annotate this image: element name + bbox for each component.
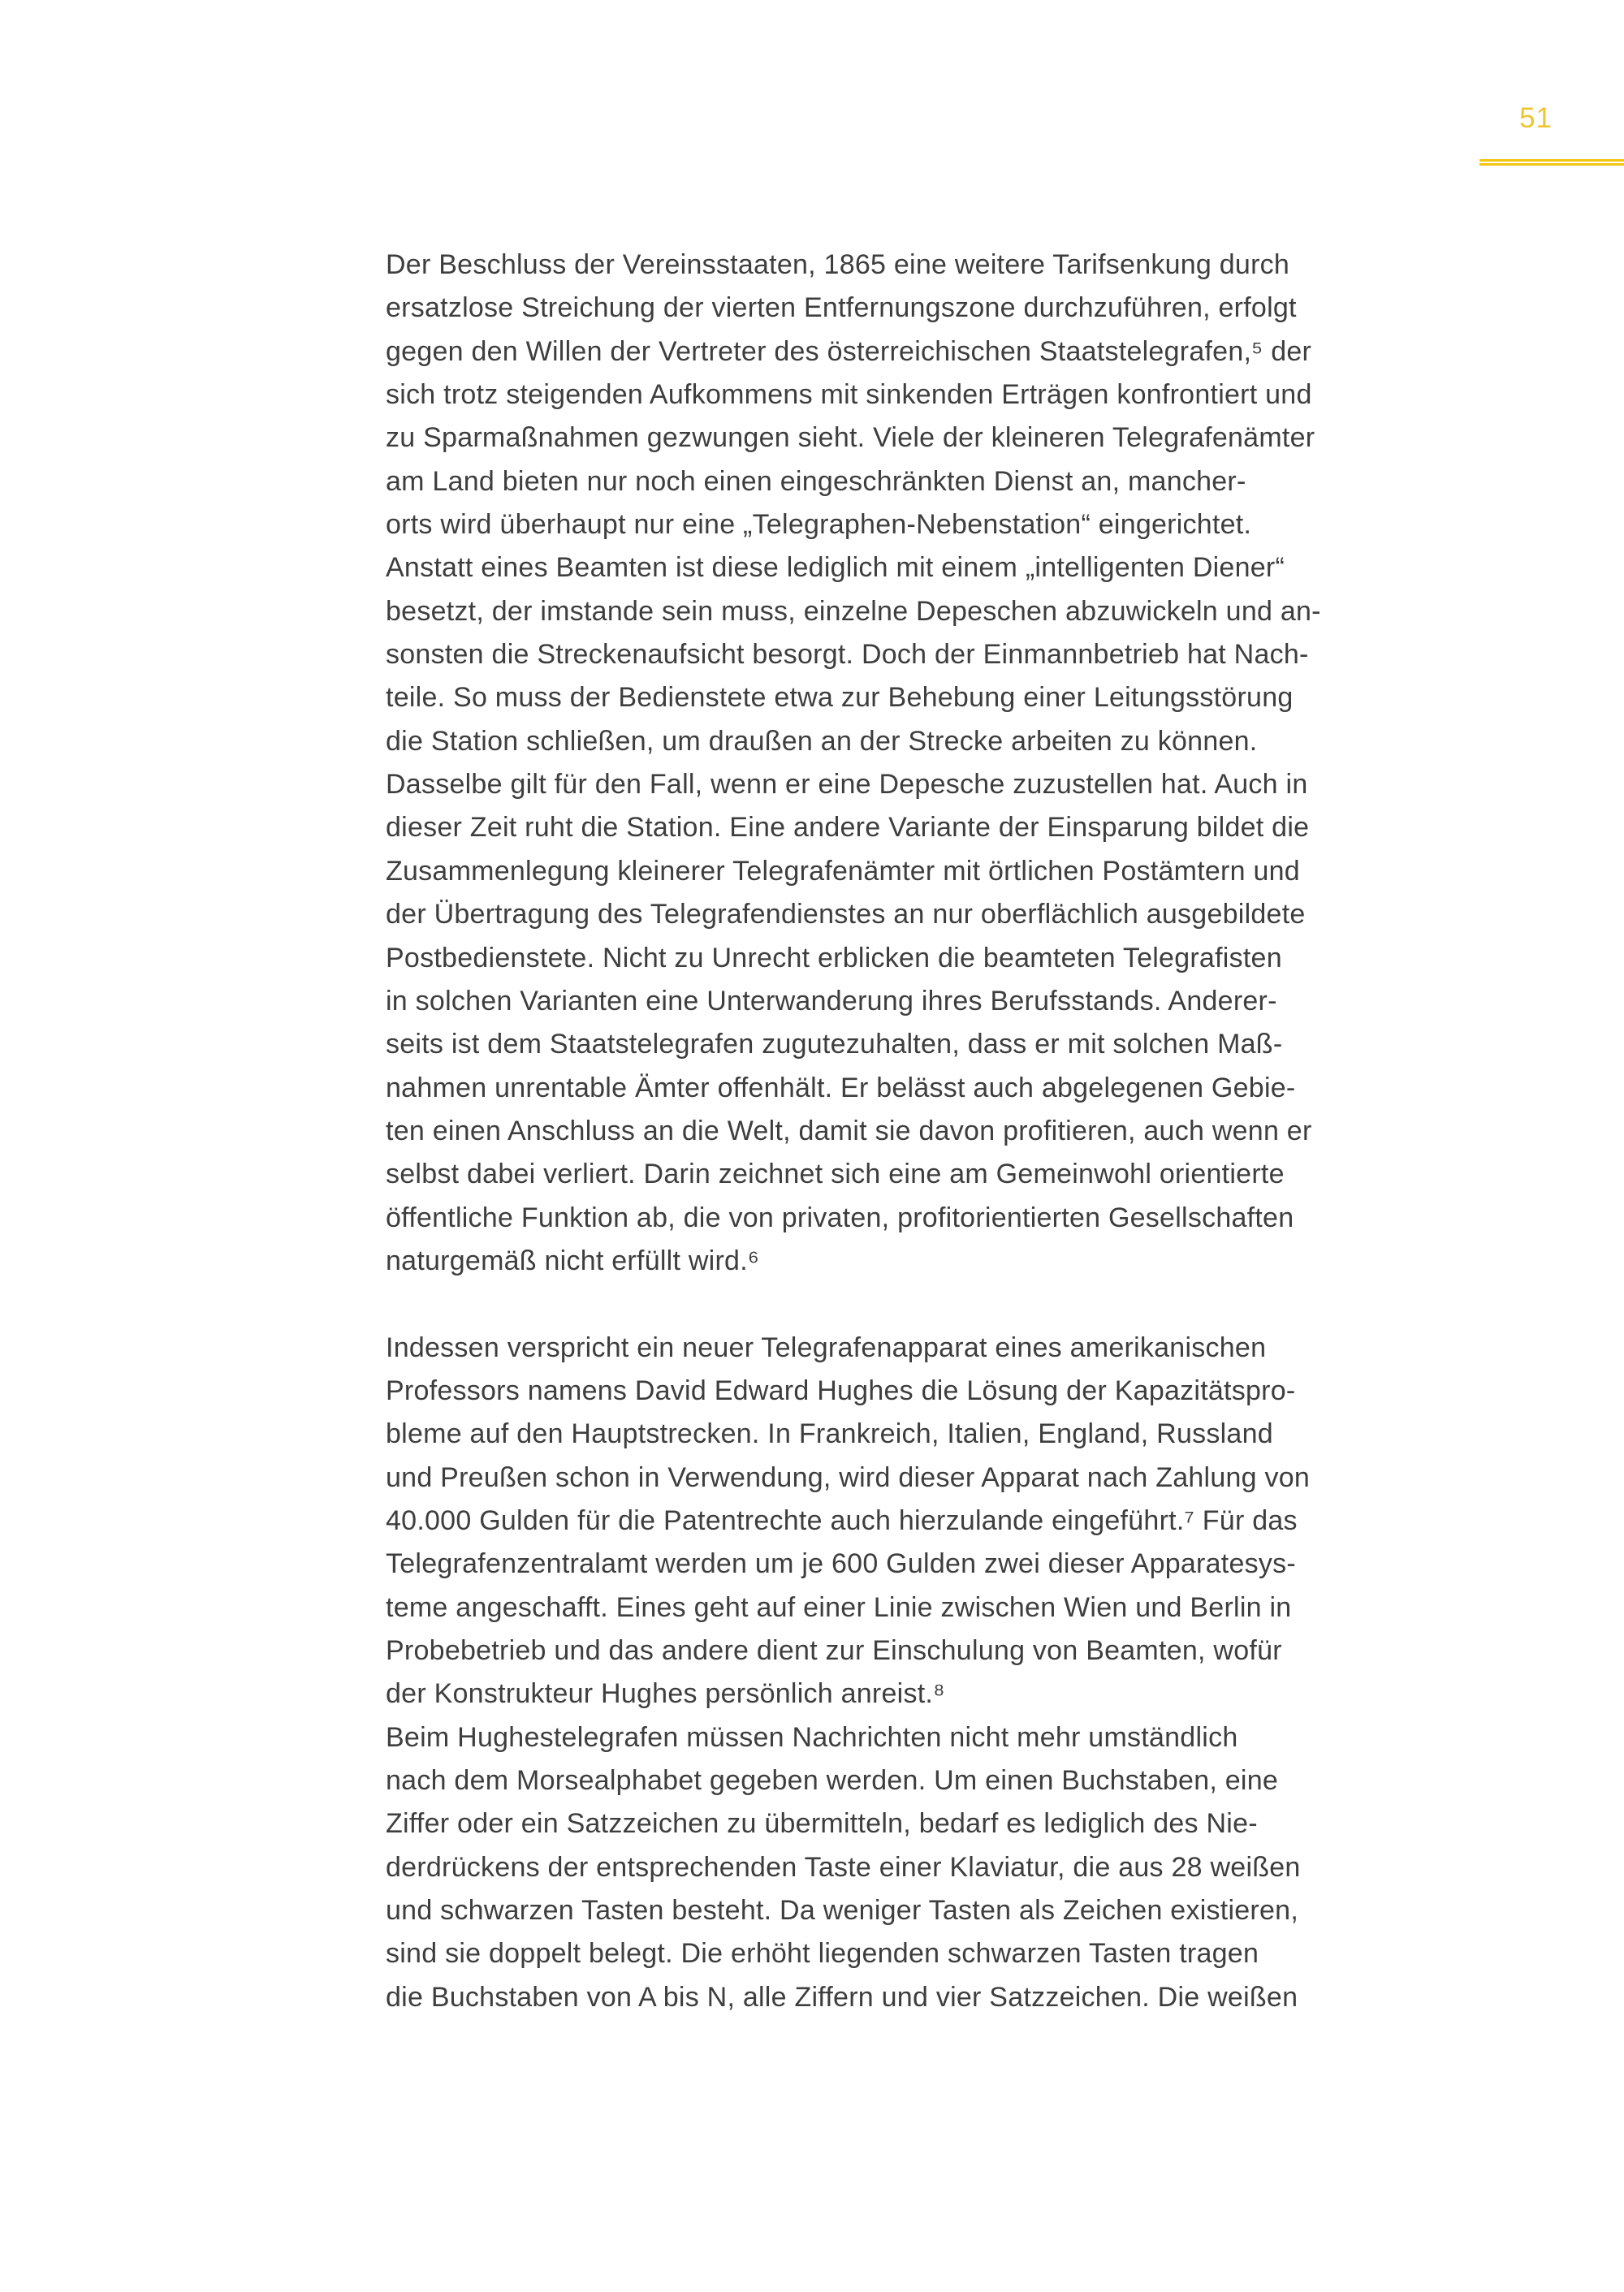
text-line: die Station schließen, um draußen an der Strecke arbeiten zu können.	[386, 725, 1258, 757]
text-line: zu Sparmaßnahmen gezwungen sieht. Viele der kleineren Telegrafenämter	[386, 422, 1315, 454]
text-line: in solchen Varianten eine Unterwanderung ihres Berufsstands. Anderer-	[386, 985, 1277, 1017]
text-line: besetzt, der imstande sein muss, einzelne Depeschen abzuwickeln und an-	[386, 595, 1321, 627]
text-line: orts wird überhaupt nur eine „Telegraphen-Nebenstation“ eingerichtet.	[386, 509, 1252, 541]
text-line: derdrückens der entsprechenden Taste einer Klaviatur, die aus 28 weißen	[386, 1851, 1301, 1883]
text-line: 40.000 Gulden für die Patentrechte auch hierzulande eingeführt.⁷ Für das	[386, 1504, 1298, 1536]
text-line: am Land bieten nur noch einen eingeschränkten Dienst an, mancher-	[386, 465, 1246, 497]
text-line: sind sie doppelt belegt. Die erhöht liegenden schwarzen Tasten tragen	[386, 1938, 1259, 1970]
text-line: bleme auf den Hauptstrecken. In Frankreich, Italien, England, Russland	[386, 1418, 1273, 1450]
text-line: Probebetrieb und das andere dient zur Einschulung von Beamten, wofür	[386, 1635, 1282, 1666]
text-line: ten einen Anschluss an die Welt, damit sie davon profitieren, auch wenn er	[386, 1115, 1312, 1146]
text-line: Dasselbe gilt für den Fall, wenn er eine Depesche zuzustellen hat. Auch in	[386, 769, 1308, 801]
text-line: der Übertragung des Telegrafendienstes an nur oberflächlich ausgebildete	[386, 899, 1306, 930]
text-line: der Konstrukteur Hughes persönlich anreist.⁸	[386, 1678, 945, 1710]
text-line: Telegrafenzentralamt werden um je 600 Gulden zwei dieser Apparatesys-	[386, 1548, 1296, 1580]
text-line: und schwarzen Tasten besteht. Da weniger Tasten als Zeichen existieren,	[386, 1895, 1299, 1927]
text-line: gegen den Willen der Vertreter des österreichischen Staatstelegrafen,⁵ der	[386, 335, 1312, 367]
page-number: 51	[1519, 102, 1553, 134]
text-line: Ziffer oder ein Satzzeichen zu übermitteln, bedarf es lediglich des Nie-	[386, 1808, 1258, 1840]
text-line: seits ist dem Staatstelegrafen zugutezuhalten, dass er mit solchen Maß-	[386, 1029, 1283, 1060]
text-line: dieser Zeit ruht die Station. Eine andere Variante der Einsparung bildet die	[386, 812, 1310, 844]
text-line: Der Beschluss der Vereinsstaaten, 1865 eine weitere Tarifsenkung durch	[386, 249, 1290, 280]
text-line: nahmen unrentable Ämter offenhält. Er belässt auch abgelegenen Gebie-	[386, 1072, 1296, 1103]
header-rule	[1479, 159, 1624, 166]
text-line: sonsten die Streckenaufsicht besorgt. Doch der Einmannbetrieb hat Nach-	[386, 639, 1309, 671]
text-line: ersatzlose Streichung der vierten Entfernungszone durchzuführen, erfolgt	[386, 292, 1297, 324]
text-line: naturgemäß nicht erfüllt wird.⁶	[386, 1245, 760, 1276]
text-line: Anstatt eines Beamten ist diese lediglich mit einem „intelligenten Diener“	[386, 552, 1285, 584]
body-text	[386, 244, 1494, 2019]
text-line: Zusammenlegung kleinerer Telegrafenämter mit örtlichen Postämtern und	[386, 855, 1300, 887]
paragraph-tariff-reduction	[386, 244, 1494, 1283]
text-line: Professors namens David Edward Hughes die Lösung der Kapazitätspro-	[386, 1375, 1296, 1406]
text-line: und Preußen schon in Verwendung, wird dieser Apparat nach Zahlung von	[386, 1461, 1311, 1493]
text-line: sich trotz steigenden Aufkommens mit sinkenden Erträgen konfrontiert und	[386, 379, 1312, 411]
text-line: teme angeschafft. Eines geht auf einer Linie zwischen Wien und Berlin in	[386, 1591, 1292, 1623]
text-line: teile. So muss der Bedienstete etwa zur Behebung einer Leitungsstörung	[386, 682, 1294, 714]
text-line: Beim Hughestelegrafen müssen Nachrichten nicht mehr umständlich	[386, 1721, 1238, 1753]
text-line: die Buchstaben von A bis N, alle Ziffern und vier Satzzeichen. Die weißen	[386, 1981, 1298, 2013]
text-line: Indessen verspricht ein neuer Telegrafenapparat eines amerikanischen	[386, 1332, 1267, 1363]
paragraph-hughes-telegraph	[386, 1327, 1494, 2020]
text-line: nach dem Morsealphabet gegeben werden. Um einen Buchstaben, eine	[386, 1765, 1279, 1797]
text-line: selbst dabei verliert. Darin zeichnet sich eine am Gemeinwohl orientierte	[386, 1159, 1285, 1190]
text-line: öffentliche Funktion ab, die von privaten, profitorientierten Gesellschaften	[386, 1202, 1294, 1233]
text-line: Postbedienstete. Nicht zu Unrecht erblicken die beamteten Telegrafisten	[386, 942, 1282, 973]
